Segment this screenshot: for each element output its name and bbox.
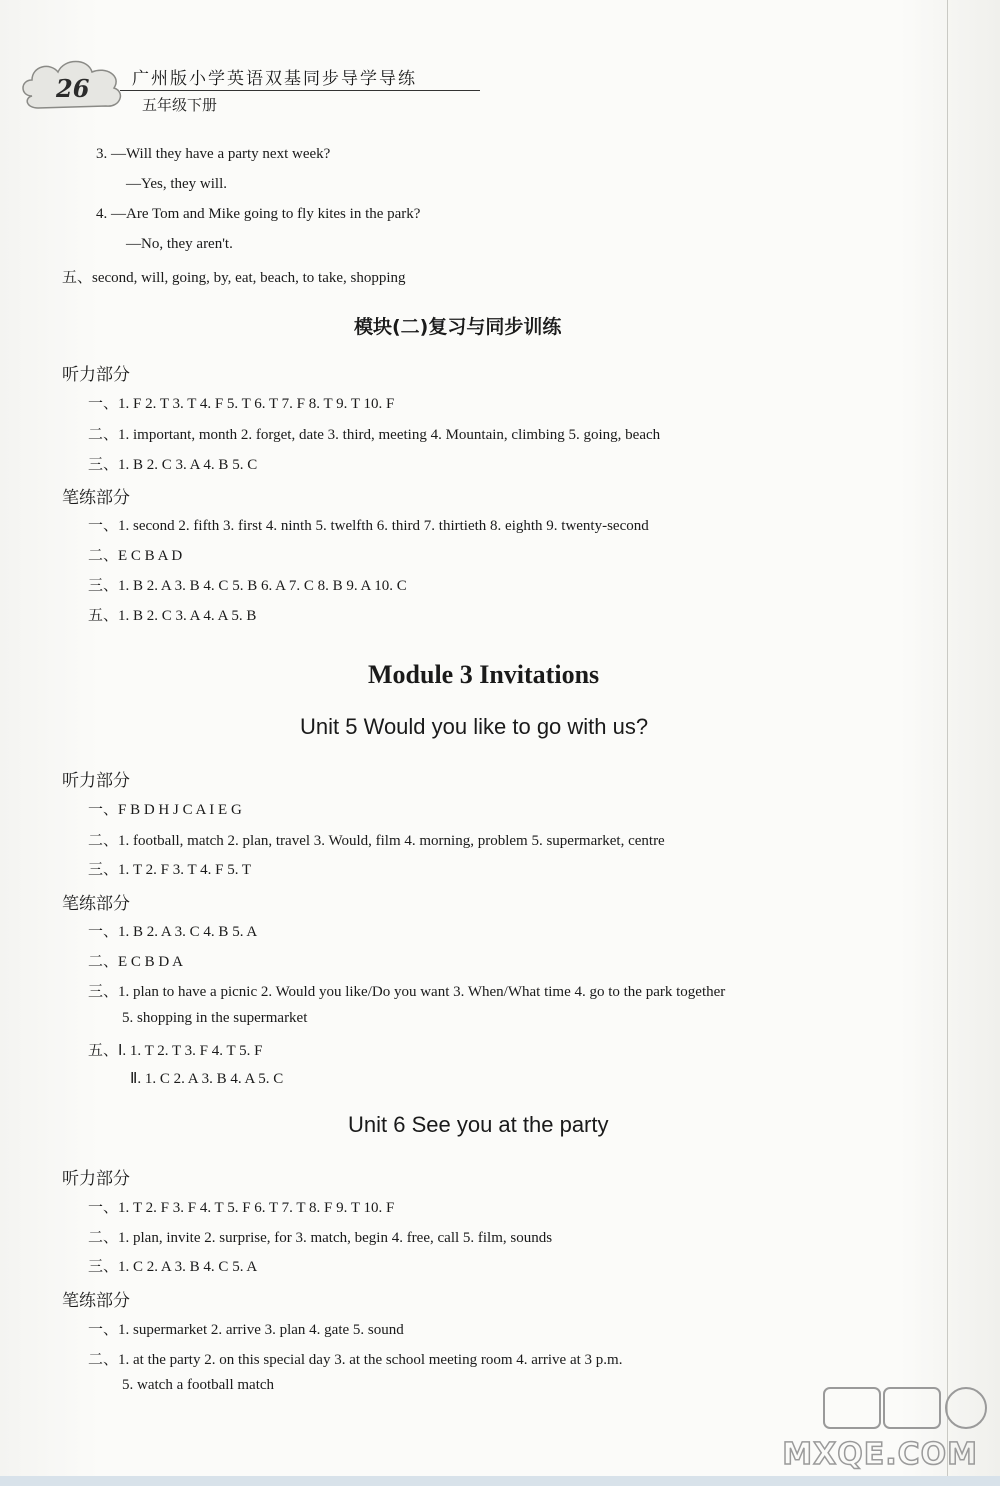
grade-label: 五年级下册 — [142, 96, 218, 114]
answer-line: —No, they aren't. — [126, 236, 233, 252]
answer-line: 三、1. T 2. F 3. T 4. F 5. T — [88, 862, 252, 878]
answer-line: 一、1. F 2. T 3. T 4. F 5. T 6. T 7. F 8. T 9. T 10. F — [88, 396, 395, 412]
answer-line: 二、1. important, month 2. forget, date 3. third, meeting 4. Mountain, climbing 5. going, beach — [88, 427, 661, 443]
series-title: 广州版小学英语双基同步导学导练 — [132, 69, 417, 89]
subsection-label: 笔练部分 — [62, 488, 130, 508]
answer-line: 一、F B D H J C A I E G — [88, 802, 242, 818]
header-rule — [120, 90, 480, 91]
answer-line: Ⅱ. 1. C 2. A 3. B 4. A 5. C — [130, 1071, 284, 1087]
section-title: 模块(二)复习与同步训练 — [354, 316, 562, 338]
answer-line: 五、1. B 2. C 3. A 4. A 5. B — [88, 608, 257, 624]
answer-line: 一、1. second 2. fifth 3. first 4. ninth 5. twelfth 6. third 7. thirtieth 8. eighth 9. twenty-second — [88, 518, 649, 534]
answer-line: 三、1. B 2. A 3. B 4. C 5. B 6. A 7. C 8. B 9. A 10. C — [88, 578, 407, 594]
answer-line: —Yes, they will. — [126, 176, 227, 192]
answer-line: 三、1. C 2. A 3. B 4. C 5. A — [88, 1259, 258, 1275]
answer-line: 二、E C B A D — [88, 548, 183, 564]
page-number: 26 — [56, 74, 90, 103]
answer-line: 5. shopping in the supermarket — [122, 1010, 308, 1026]
answer-line: 一、1. supermarket 2. arrive 3. plan 4. gate 5. sound — [88, 1322, 404, 1338]
answer-line: 二、1. football, match 2. plan, travel 3. Would, film 4. morning, problem 5. supermarket, centre — [88, 833, 665, 849]
answer-line: 二、E C B D A — [88, 954, 184, 970]
subsection-label: 笔练部分 — [62, 1291, 130, 1311]
unit-title: Unit 5 Would you like to go with us? — [300, 714, 649, 739]
answer-line: 三、1. B 2. C 3. A 4. B 5. C — [88, 457, 258, 473]
answer-line: 二、1. at the party 2. on this special day 3. at the school meeting room 4. arrive at 3 p.m. — [88, 1352, 623, 1368]
watermark-text: MXQE.COM — [782, 1437, 978, 1472]
answer-line: 一、1. B 2. A 3. C 4. B 5. A — [88, 924, 258, 940]
page-edge-line — [947, 0, 948, 1486]
subsection-label: 听力部分 — [62, 365, 130, 385]
answer-line: 3. —Will they have a party next week? — [96, 146, 331, 162]
bottom-band — [0, 1476, 1000, 1486]
subsection-label: 听力部分 — [62, 771, 130, 791]
answer-line: 5. watch a football match — [122, 1377, 275, 1393]
answer-line: 五、Ⅰ. 1. T 2. T 3. F 4. T 5. F — [88, 1043, 263, 1059]
answer-line: 二、1. plan, invite 2. surprise, for 3. match, begin 4. free, call 5. film, sounds — [88, 1230, 553, 1246]
subsection-label: 听力部分 — [62, 1169, 130, 1189]
module-title: Module 3 Invitations — [368, 660, 600, 689]
answer-line: 三、1. plan to have a picnic 2. Would you like/Do you want 3. When/What time 4. go to the park together — [88, 984, 726, 1000]
unit-title: Unit 6 See you at the party — [348, 1112, 609, 1137]
answer-line: 一、1. T 2. F 3. F 4. T 5. F 6. T 7. T 8. F 9. T 10. F — [88, 1200, 395, 1216]
answer-line: 五、second, will, going, by, eat, beach, to take, shopping — [62, 270, 406, 286]
answer-line: 4. —Are Tom and Mike going to fly kites in the park? — [96, 206, 421, 222]
subsection-label: 笔练部分 — [62, 894, 130, 914]
